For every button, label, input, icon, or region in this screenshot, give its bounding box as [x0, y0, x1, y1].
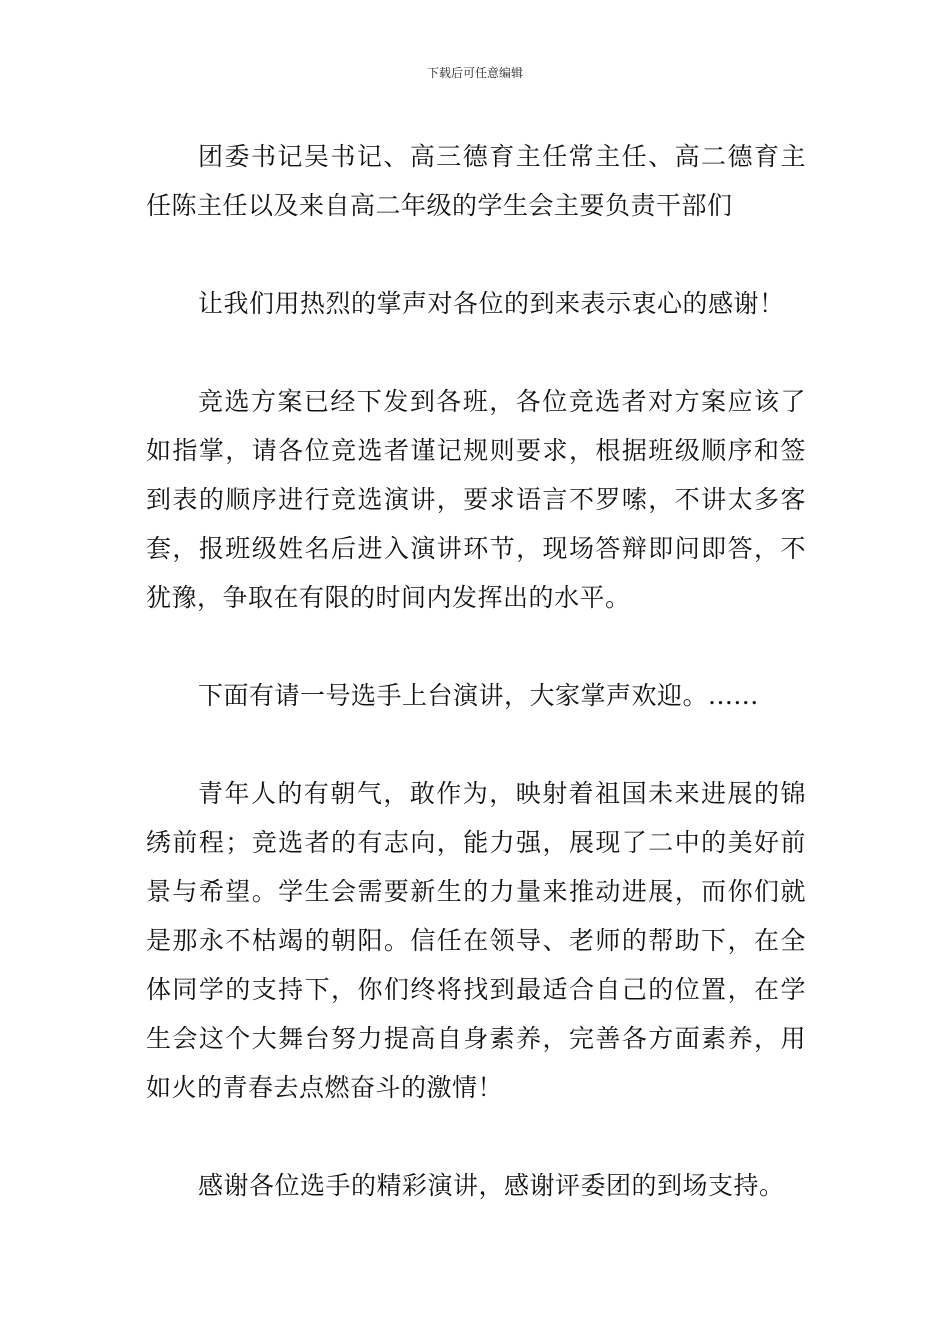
- document-body: [146, 132, 806, 1210]
- paragraph-thanks-applause: 让我们用热烈的掌声对各位的到来表示衷心的感谢！: [198, 289, 785, 318]
- paragraph-gap: [146, 622, 806, 671]
- paragraph-gap: [146, 328, 806, 377]
- paragraph-gap: [146, 230, 806, 279]
- page-header: 下载后可任意编辑: [426, 66, 523, 80]
- paragraph-gap: [146, 1112, 806, 1161]
- paragraph-gap: [146, 720, 806, 769]
- paragraph-first-speaker: 下面有请一号选手上台演讲，大家掌声欢迎。......: [198, 681, 759, 710]
- paragraph-attendees: 团委书记吴书记、高三德育主任常主任、高二德育主任陈主任以及来自高二年级的学生会主要负责干部们: [146, 142, 806, 220]
- paragraph-encouragement: 青年人的有朝气，敢作为，映射着祖国未来进展的锦绣前程；竞选者的有志向，能力强，展现了二中的美好前景与希望。学生会需要新生的力量来推动进展，而你们就是那永不枯竭的朝阳。信任在领导、老师的帮助下，在全体同学的支持下，你们终将找到最适合自己的位置，在学生会这个大舞台努力提高自身素养，完善各方面素养，用如火的青春去点燃奋斗的激情！: [146, 779, 806, 1102]
- paragraph-election-rules: 竞选方案已经下发到各班，各位竞选者对方案应该了如指掌，请各位竞选者谨记规则要求，根据班级顺序和签到表的顺序进行竞选演讲，要求语言不罗嗦，不讲太多客套，报班级姓名后进入演讲环节，现场答辩即问即答，不犹豫，争取在有限的时间内发挥出的水平。: [146, 387, 806, 612]
- paragraph-closing-thanks: 感谢各位选手的精彩演讲，感谢评委团的到场支持。: [198, 1171, 785, 1200]
